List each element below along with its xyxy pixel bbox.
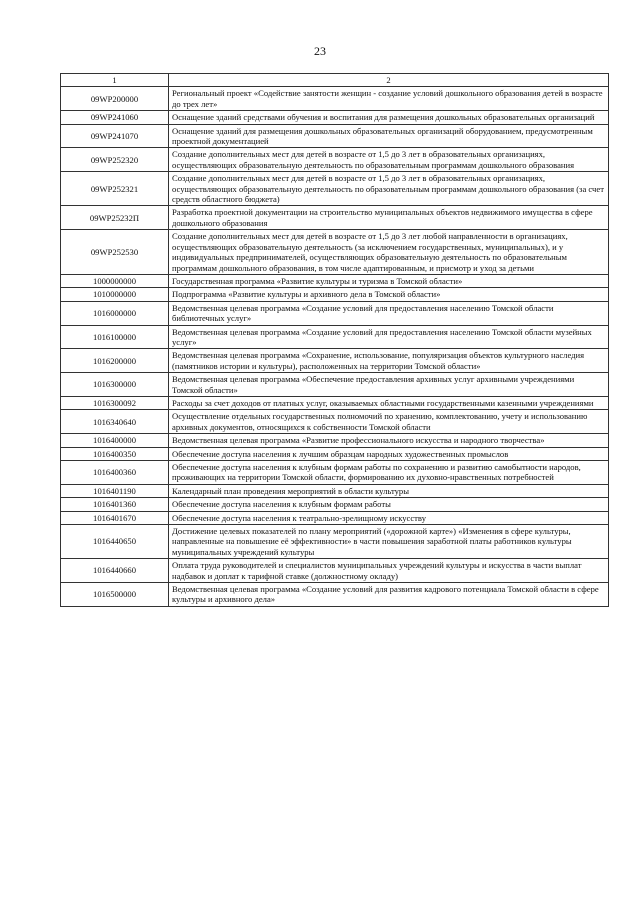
- row-name: Ведомственная целевая программа «Обеспечение предоставления архивных услуг архивными учреждениями Томской области»: [169, 373, 609, 397]
- row-code: 09WP241070: [61, 124, 169, 148]
- row-code: 09WP241060: [61, 111, 169, 124]
- row-name: Оснащение зданий средствами обучения и воспитания для размещения дошкольных образовательных организаций: [169, 111, 609, 124]
- table-row: [61, 325, 609, 349]
- row-code: 1016401360: [61, 498, 169, 511]
- row-name: Оплата труда руководителей и специалистов муниципальных учреждений культуры и искусства в части выплат надбавок и доплат к тарифной ставке (должностному окладу): [169, 559, 609, 583]
- row-code: 1016400000: [61, 434, 169, 447]
- table-row: [61, 148, 609, 172]
- row-code: 09WP252321: [61, 172, 169, 206]
- table-row: [61, 288, 609, 301]
- row-name: Разработка проектной документации на строительство муниципальных объектов недвижимого имущества в сфере дошкольного образования: [169, 206, 609, 230]
- row-code: 09WP252320: [61, 148, 169, 172]
- row-code: 1016440650: [61, 525, 169, 559]
- table-row: [61, 447, 609, 460]
- row-name: Государственная программа «Развитие культуры и туризма в Томской области»: [169, 274, 609, 287]
- table-row: [61, 583, 609, 607]
- row-name: Оснащение зданий для размещения дошкольных образовательных организаций оборудованием, предусмотренным проектной документацией: [169, 124, 609, 148]
- table-row: [61, 230, 609, 275]
- row-code: 09WP252530: [61, 230, 169, 275]
- row-name: Календарный план проведения мероприятий в области культуры: [169, 484, 609, 497]
- row-name: Обеспечение доступа населения к лучшим образцам народных художественных промыслов: [169, 447, 609, 460]
- row-code: 1016000000: [61, 301, 169, 325]
- table-row: [61, 498, 609, 511]
- table-row: [61, 396, 609, 409]
- row-code: 1016440660: [61, 559, 169, 583]
- row-name: Ведомственная целевая программа «Развитие профессионального искусства и народного творчества»: [169, 434, 609, 447]
- row-name: Обеспечение доступа населения к клубным формам работы по сохранению и развитию самобытности народов, проживающих на территории Томской области, формированию их духовно-нравственных потребностей: [169, 461, 609, 485]
- row-code: 1016100000: [61, 325, 169, 349]
- table-row: [61, 373, 609, 397]
- table-row: [61, 410, 609, 434]
- table-row: [61, 511, 609, 524]
- row-name: Создание дополнительных мест для детей в возрасте от 1,5 до 3 лет в образовательных организациях, осуществляющих образовательную деятельность по образовательным программам дошкольного образования: [169, 148, 609, 172]
- table-row: [61, 111, 609, 124]
- row-code: 1016340640: [61, 410, 169, 434]
- table-row: [61, 484, 609, 497]
- row-code: 1016500000: [61, 583, 169, 607]
- row-code: 1016400360: [61, 461, 169, 485]
- row-code: 1016400350: [61, 447, 169, 460]
- row-code: 1000000000: [61, 274, 169, 287]
- row-code: 09WP200000: [61, 87, 169, 111]
- table-row: [61, 274, 609, 287]
- table-row: [61, 301, 609, 325]
- row-name: Подпрограмма «Развитие культуры и архивного дела в Томской области»: [169, 288, 609, 301]
- budget-classification-table: [60, 73, 609, 607]
- row-name: Ведомственная целевая программа «Создание условий для предоставления населению Томской области библиотечных услуг»: [169, 301, 609, 325]
- row-code: 1016401670: [61, 511, 169, 524]
- row-code: 1016300092: [61, 396, 169, 409]
- row-name: Региональный проект «Содействие занятости женщин - создание условий дошкольного образования детей в возрасте до трех лет»: [169, 87, 609, 111]
- row-name: Расходы за счет доходов от платных услуг, оказываемых областными государственными казенными учреждениями: [169, 396, 609, 409]
- table-row: [61, 124, 609, 148]
- row-code: 1010000000: [61, 288, 169, 301]
- table-row: [61, 87, 609, 111]
- row-code: 09WP25232П: [61, 206, 169, 230]
- row-name: Обеспечение доступа населения к театрально-зрелищному искусству: [169, 511, 609, 524]
- table-row: [61, 349, 609, 373]
- table-row: [61, 525, 609, 559]
- row-name: Осуществление отдельных государственных полномочий по хранению, комплектованию, учету и использованию архивных документов, относящихся к собственности Томской области: [169, 410, 609, 434]
- table-row: [61, 461, 609, 485]
- table-row: [61, 559, 609, 583]
- page-number: 23: [314, 44, 326, 58]
- table-row: [61, 206, 609, 230]
- row-name: Создание дополнительных мест для детей в возрасте от 1,5 до 3 лет любой направленности в организациях, осуществляющих образовательную деятельность (за исключением государственных, муниципальных), и у индивидуальных предпринимателей, осуществляющих образовательную деятельность по образовательным программам дошкольного образования, в том числе адаптированным, и присмотр и уход за детьми: [169, 230, 609, 275]
- row-name: Обеспечение доступа населения к клубным формам работы: [169, 498, 609, 511]
- row-name: Достижение целевых показателей по плану мероприятий («дорожной карте») «Изменения в сфере культуры, направленные на повышение её эффективности» в части повышения заработной платы работников культуры муниципальных учреждений культуры: [169, 525, 609, 559]
- row-name: Ведомственная целевая программа «Сохранение, использование, популяризация объектов культурного наследия (памятников истории и культуры), расположенных на территории Томской области»: [169, 349, 609, 373]
- row-name: Создание дополнительных мест для детей в возрасте от 1,5 до 3 лет в образовательных организациях, осуществляющих образовательную деятельность по образовательным программам дошкольного образования (за счет средств областного бюджета): [169, 172, 609, 206]
- row-code: 1016401190: [61, 484, 169, 497]
- table-row: [61, 172, 609, 206]
- table-header-row: [61, 74, 609, 87]
- row-code: 1016200000: [61, 349, 169, 373]
- row-name: Ведомственная целевая программа «Создание условий для развития кадрового потенциала Томской области в сфере культуры и архивного дела»: [169, 583, 609, 607]
- row-code: 1016300000: [61, 373, 169, 397]
- column-header-1: 1: [61, 74, 169, 87]
- row-name: Ведомственная целевая программа «Создание условий для предоставления населению Томской области музейных услуг»: [169, 325, 609, 349]
- column-header-2: 2: [169, 74, 609, 87]
- table-row: [61, 434, 609, 447]
